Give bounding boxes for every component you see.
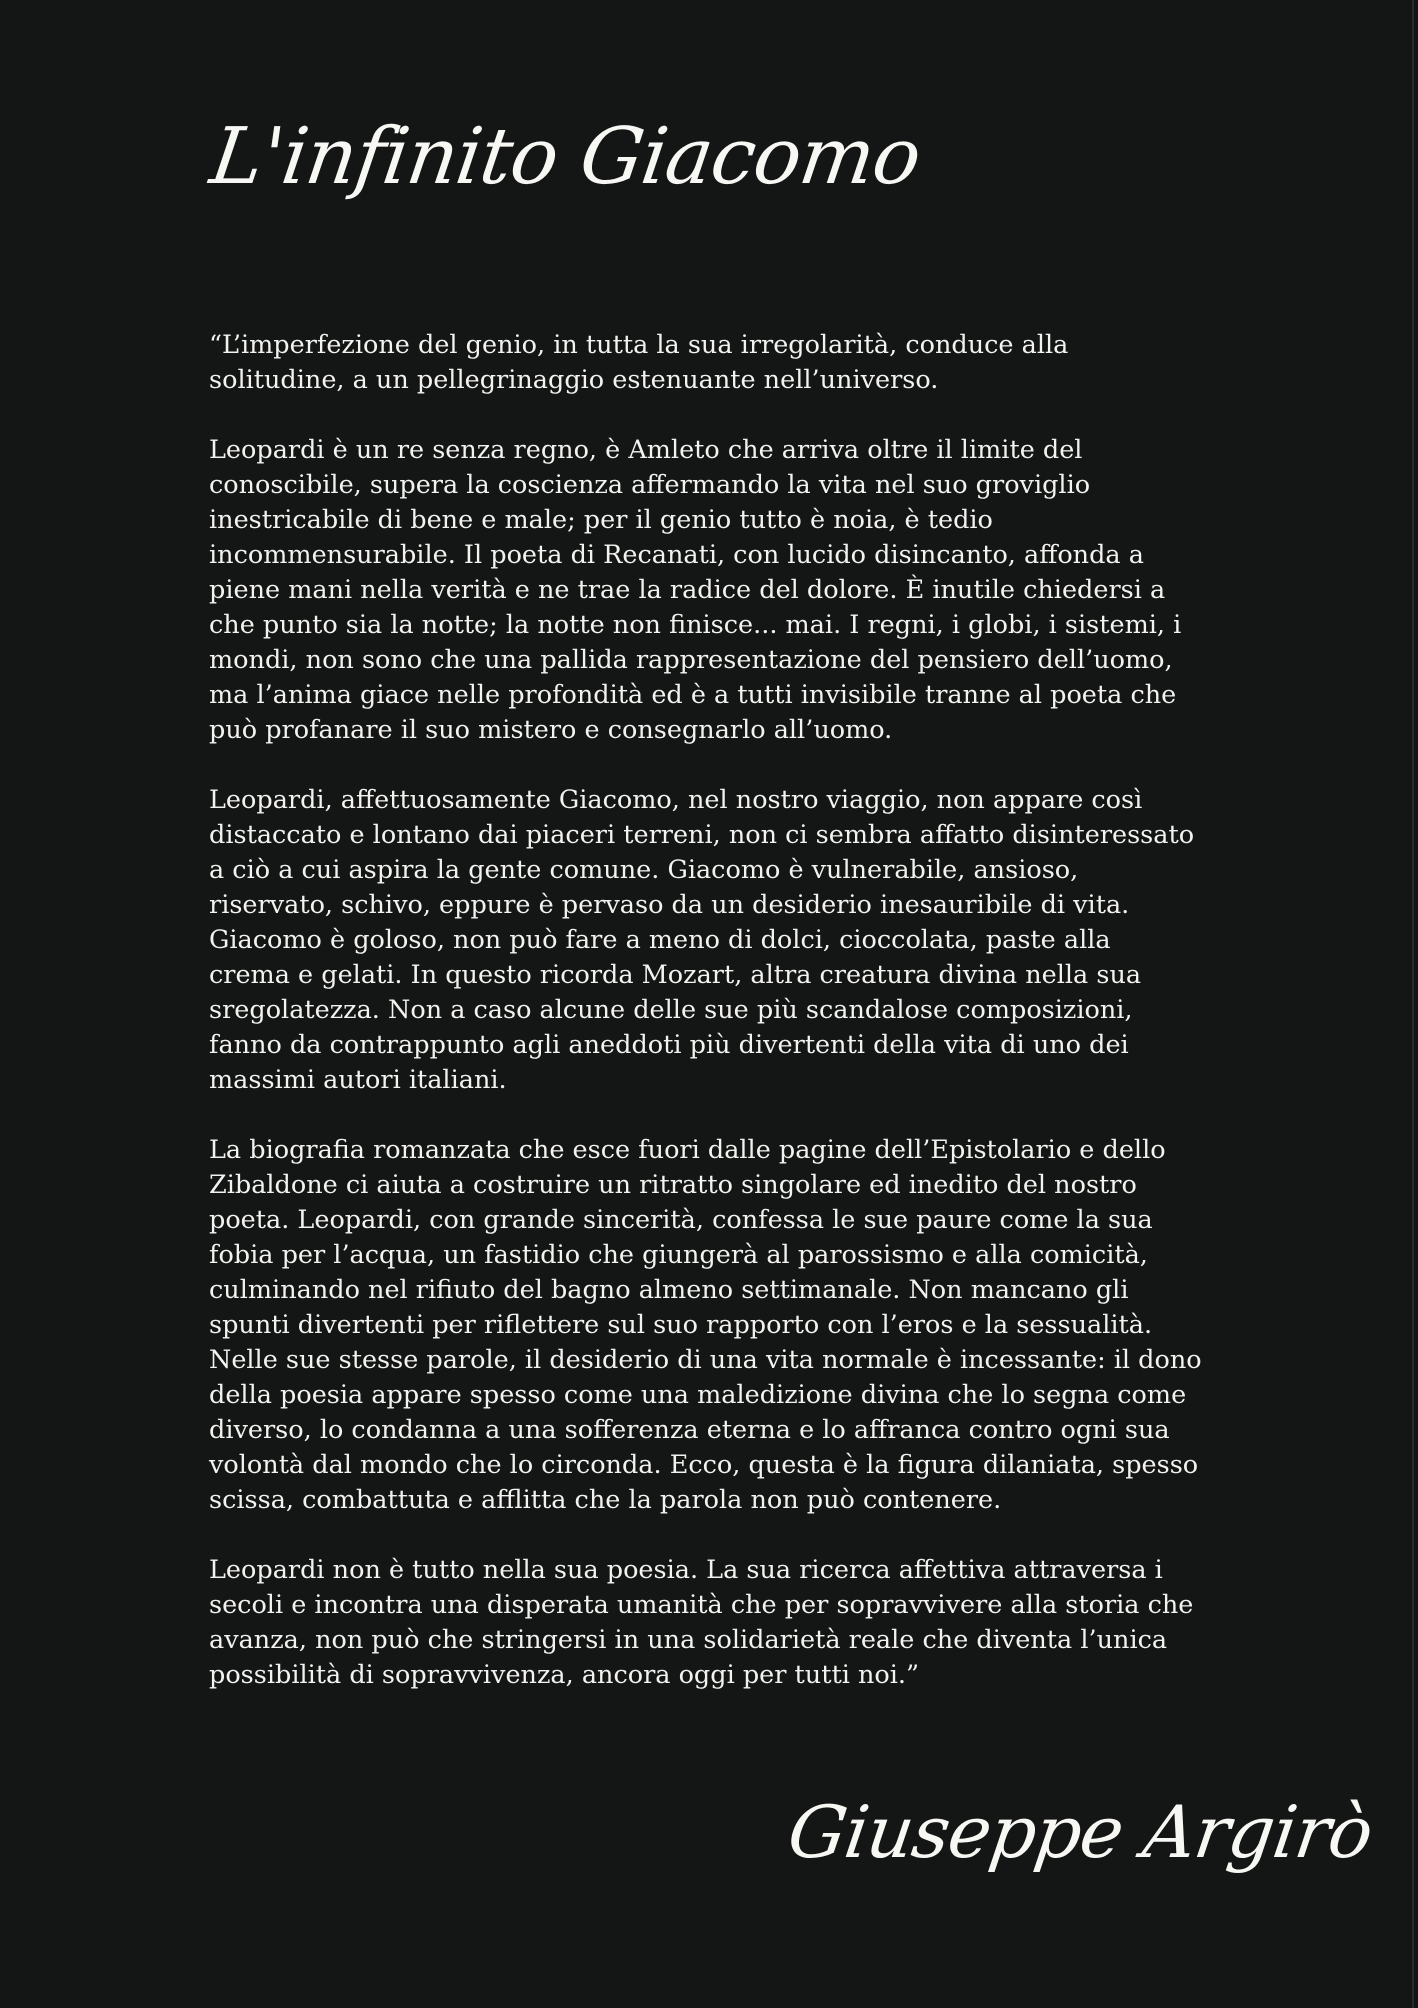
body-text	[209, 328, 1264, 1728]
page-edge-line	[1412, 0, 1414, 2008]
paragraph-2: Leopardi è un re senza regno, è Amleto che arriva oltre il limite del conoscibile, supera la coscienza affermando la vita nel suo groviglio inestricabile di bene e male; per il genio tutto è noia, è tedio incommensurabile. Il poeta di Recanati, con lucido disincanto, affonda a piene mani nella verità e ne trae la radice del dolore. È inutile chiedersi a che punto sia la notte; la notte non finisce... mai. I regni, i globi, i sistemi, i mondi, non sono che una pallida rappresentazione del pensiero dell’uomo, ma l’anima giace nelle profondità ed è a tutti invisibile tranne al poeta che può profanare il suo mistero e consegnarlo all’uomo.	[209, 435, 1182, 745]
paragraph-5: Leopardi non è tutto nella sua poesia. La sua ricerca affettiva attraversa i secoli e incontra una disperata umanità che per sopravvivere alla storia che avanza, non può che stringersi in una solidarietà reale che diventa l’unica possibilità di sopravvivenza, ancora oggi per tutti noi.”	[209, 1555, 1194, 1690]
author-signature: Giuseppe Argirò	[783, 1790, 1378, 1874]
paragraph-4: La biografia romanzata che esce fuori dalle pagine dell’Epistolario e dello Zibaldone ci aiuta a costruire un ritratto singolare ed inedito del nostro poeta. Leopardi, con grande sincerità, confessa le sue paure come la sua fobia per l’acqua, un fastidio che giungerà al parossismo e alla comicità, culminando nel rifiuto del bagno almeno settimanale. Non mancano gli spunti divertenti per riflettere sul suo rapporto con l’eros e la sessualità. Nelle sue stesse parole, il desiderio di una vita normale è incessante: il dono della poesia appare spesso come una maledizione divina che lo segna come diverso, lo condanna a una sofferenza eterna e lo affranca contro ogni sua volontà dal mondo che lo circonda. Ecco, questa è la figura dilaniata, spesso scissa, combattuta e afflitta che la parola non può contenere.	[209, 1135, 1202, 1515]
paragraph-3: Leopardi, affettuosamente Giacomo, nel nostro viaggio, non appare così distaccato e lontano dai piaceri terreni, non ci sembra affatto disinteressato a ciò a cui aspira la gente comune. Giacomo è vulnerabile, ansioso, riservato, schivo, eppure è pervaso da un desiderio inesauribile di vita. Giacomo è goloso, non può fare a meno di dolci, cioccolata, paste alla crema e gelati. In questo ricorda Mozart, altra creatura divina nella sua sregolatezza. Non a caso alcune delle sue più scandalose composizioni, fanno da contrappunto agli aneddoti più divertenti della vita di uno dei massimi autori italiani.	[209, 785, 1195, 1095]
paragraph-1: “L’imperfezione del genio, in tutta la sua irregolarità, conduce alla solitudine, a un pellegrinaggio estenuante nell’universo.	[209, 330, 1069, 395]
page-title: L'infinito Giacomo	[205, 112, 926, 202]
